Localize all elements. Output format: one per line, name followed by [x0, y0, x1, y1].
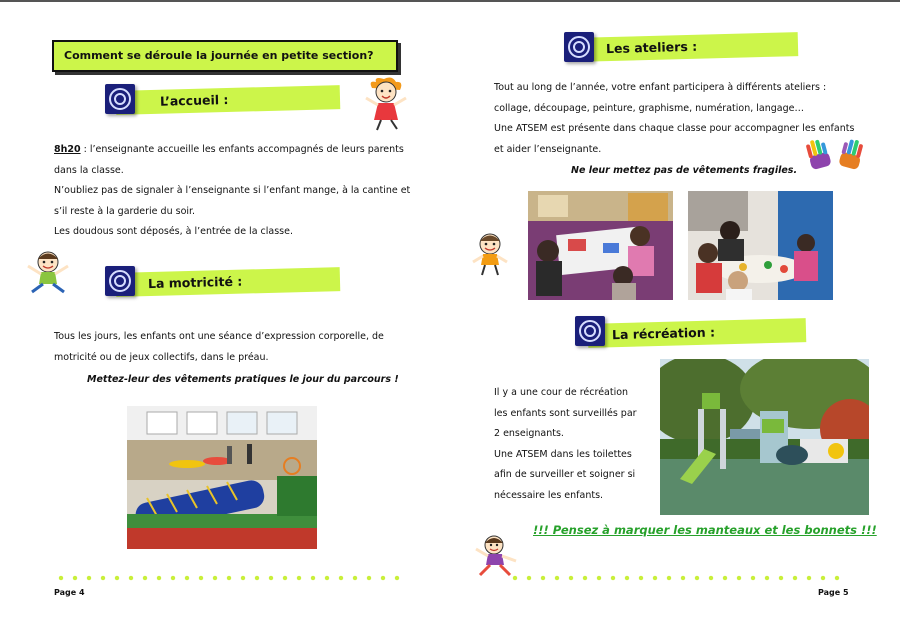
recreation-title: La récréation :	[611, 324, 716, 343]
accueil-text	[54, 140, 414, 243]
ateliers-line: Tout au long de l’année, votre enfant participera à différents ateliers :	[494, 82, 827, 93]
motricite-title: La motricité :	[147, 273, 243, 292]
workshop-photo	[688, 191, 833, 300]
recreation-line: nécessaire les enfants.	[494, 489, 604, 501]
child-cartoon-icon	[24, 250, 72, 296]
ateliers-title-band	[576, 32, 799, 62]
page-number: Page 4	[54, 588, 85, 597]
ateliers-emphasis: Ne leur mettez pas de vêtements fragiles.	[571, 165, 798, 176]
accueil-title: L’accueil :	[159, 91, 229, 109]
playground-photo	[660, 359, 869, 515]
spiral-icon	[575, 316, 605, 346]
motricite-line: motricité ou de jeux collectifs, dans le préau.	[54, 351, 269, 363]
recreation-line: Une ATSEM dans les toilettes	[494, 448, 632, 460]
accueil-line: Les doudous sont déposés, à l’entrée de la classe.	[54, 226, 293, 237]
accueil-title-band	[116, 85, 341, 115]
ateliers-line: collage, découpage, peinture, graphisme, numération, langage…	[494, 102, 804, 114]
accueil-line: : l’enseignante accueille les enfants accompagnés de leurs parents	[80, 144, 404, 155]
main-heading: Comment se déroule la journée en petite section?	[64, 49, 374, 62]
gym-photo	[127, 406, 317, 549]
main-heading-box	[52, 40, 398, 72]
recreation-text	[494, 383, 664, 506]
child-cartoon-icon	[362, 76, 410, 132]
motricite-emphasis: Mettez-leur des vêtements pratiques le jour du parcours !	[87, 374, 399, 385]
ateliers-line: et aider l’enseignante.	[494, 143, 602, 155]
recreation-line: 2 enseignants.	[494, 428, 564, 439]
page-number: Page 5	[818, 588, 849, 597]
recreation-title-band	[588, 318, 807, 348]
workshop-photo	[528, 191, 673, 300]
child-cartoon-icon	[470, 232, 510, 276]
spiral-icon	[105, 266, 135, 296]
painted-hands-icon	[803, 136, 871, 172]
accueil-line: dans la classe.	[54, 164, 124, 176]
motricite-line: Tous les jours, les enfants ont une séance d’expression corporelle, de	[54, 331, 384, 342]
reminder-note: !!! Pensez à marquer les manteaux et les bonnets !!!	[533, 523, 877, 537]
recreation-line: Il y a une cour de récréation	[494, 387, 629, 398]
recreation-line: afin de surveiller et soigner si	[494, 469, 636, 480]
recreation-line: les enfants sont surveillés par	[494, 407, 637, 419]
dotted-divider	[54, 575, 400, 581]
spiral-icon	[105, 84, 135, 114]
motricite-text	[54, 327, 424, 368]
dotted-divider	[508, 575, 848, 581]
motricite-title-band	[116, 267, 341, 297]
page-top-border	[0, 0, 900, 2]
ateliers-title: Les ateliers :	[605, 38, 698, 57]
ateliers-line: Une ATSEM est présente dans chaque classe pour accompagner les enfants	[494, 123, 855, 134]
accueil-line: N’oubliez pas de signaler à l’enseignante si l’enfant mange, à la cantine et	[54, 185, 411, 196]
accueil-time: 8h20	[54, 144, 81, 155]
spiral-icon	[564, 32, 594, 62]
accueil-line: s’il reste à la garderie du soir.	[54, 205, 196, 217]
